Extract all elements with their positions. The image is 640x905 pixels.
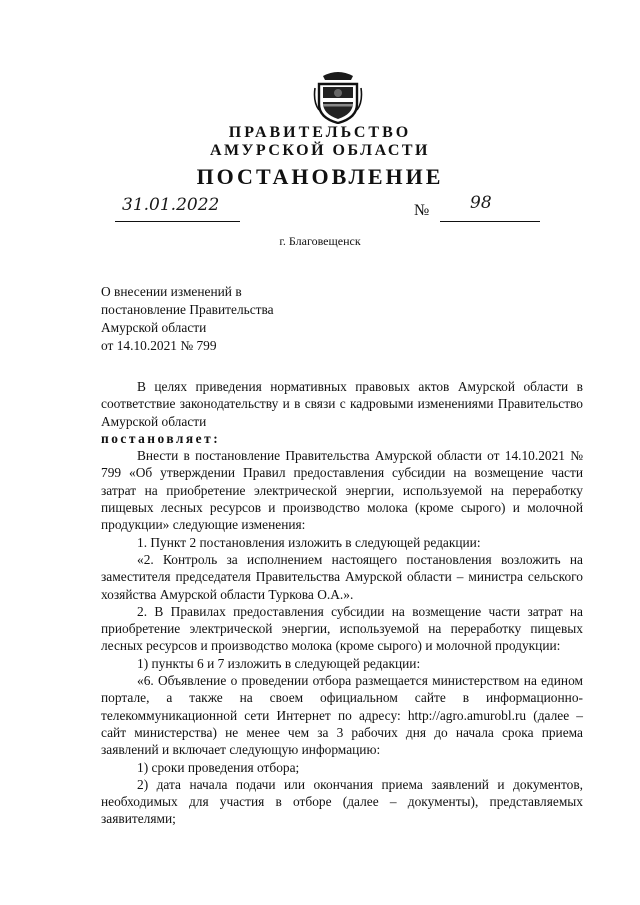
government-title: ПРАВИТЕЛЬСТВО xyxy=(228,124,412,141)
document-type: ПОСТАНОВЛЕНИЕ xyxy=(196,164,444,189)
subject-line: Амурской области xyxy=(101,320,207,335)
paragraph: «6. Объявление о проведении отбора размещается министерством на едином портале, а также на своем официальном сайте в информационно-телекоммуникационной сети Интернет по адресу: http://agro.amurobl.ru (далее – сайт министерства) не менее чем за 3 рабочих дня до начала срока приема заявлений и включает следующую информацию: xyxy=(101,673,583,758)
resolves-word: постановляет: xyxy=(101,430,221,446)
paragraph: 1. Пункт 2 постановления изложить в следующей редакции: xyxy=(137,534,481,550)
number-sign: № xyxy=(414,202,430,219)
paragraph: 1) сроки проведения отбора; xyxy=(137,759,300,775)
subject-line: О внесении изменений в xyxy=(101,284,242,299)
coat-of-arms-emblem xyxy=(313,70,363,124)
subject-line: постановление Правительства xyxy=(101,302,274,317)
document-number: 98 xyxy=(470,193,492,213)
paragraph: 1) пункты 6 и 7 изложить в следующей редакции: xyxy=(137,655,421,671)
paragraph: Внести в постановление Правительства Амурской области от 14.10.2021 № 799 «Об утверждении Правил предоставления субсидии на возмещение части затрат на приобретение электрической энергии, используемой на переработку пищевых лесных ресурсов и производство молока (кроме сырого) и молочной продукции» следующие изменения: xyxy=(101,448,583,533)
document-date: 31.01.2022 xyxy=(122,195,220,215)
paragraph: В целях приведения нормативных правовых актов Амурской области в соответствие законодательству и в связи с кадровыми изменениями Правительство Амурской области xyxy=(101,379,583,429)
paragraph: 2. В Правилах предоставления субсидии на возмещение части затрат на приобретение электрической энергии, используемой на переработку пищевых лесных ресурсов и производство молока (кроме сырого) и молочной продукции: xyxy=(101,603,583,654)
government-region: АМУРСКОЙ ОБЛАСТИ xyxy=(210,142,430,159)
paragraph: 2) дата начала подачи или окончания приема заявлений и документов, необходимых для участия в отборе (далее – документы), представляемых заявителями; xyxy=(101,776,583,827)
document-body xyxy=(101,378,583,828)
document-subject xyxy=(101,283,274,355)
subject-line: от 14.10.2021 № 799 xyxy=(101,338,217,353)
city: г. Благовещенск xyxy=(279,234,361,248)
paragraph: «2. Контроль за исполнением настоящего постановления возложить на заместителя председателя Правительства Амурской области – министра сельского хозяйства Амурской области Туркова О.А.». xyxy=(101,551,583,602)
